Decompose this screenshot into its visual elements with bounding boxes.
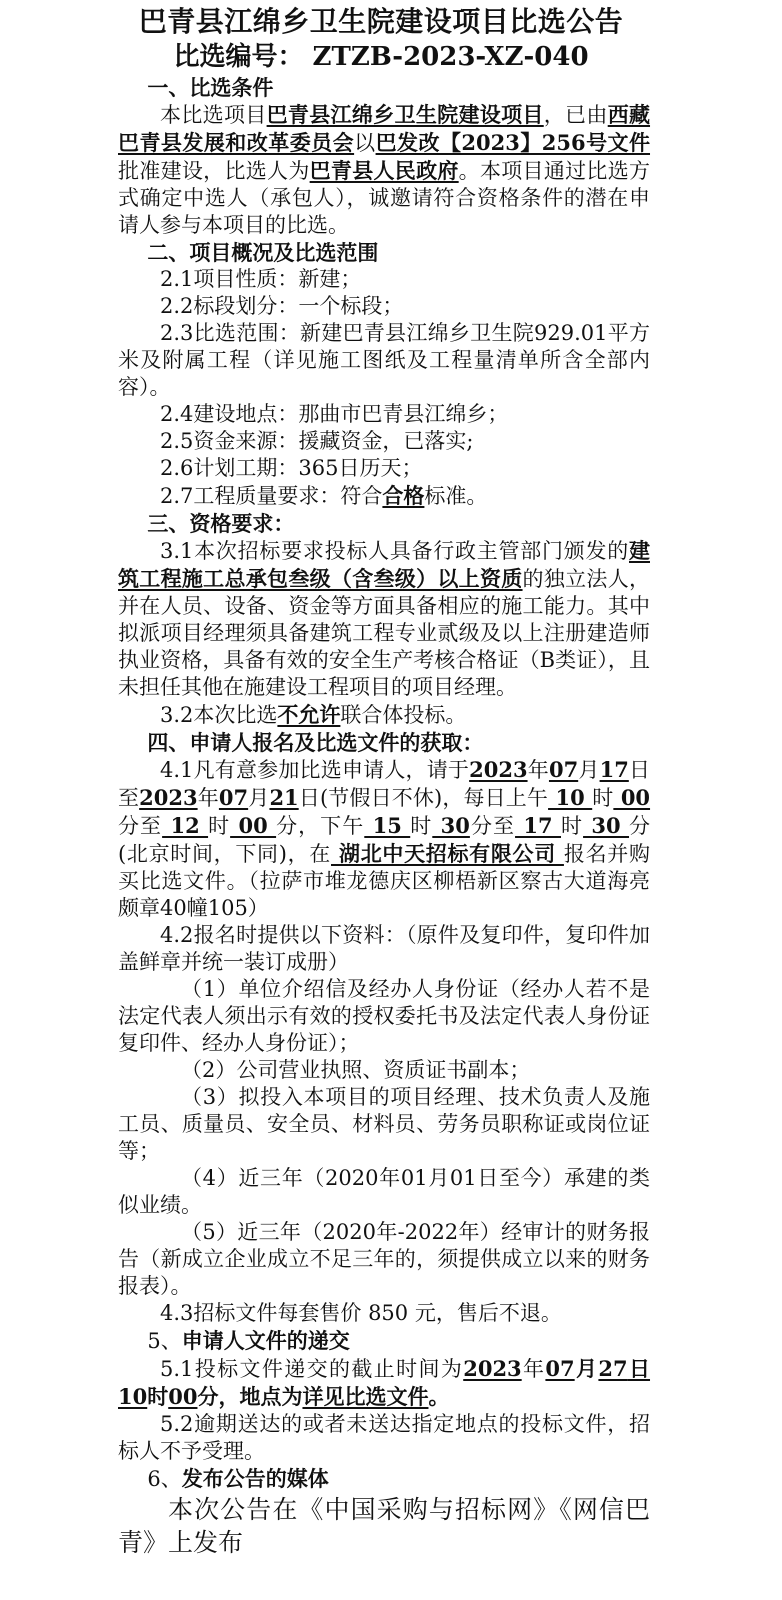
quality-text-a: 2.7工程质量要求：符合 [160,484,383,508]
hour-char-4: 时 [561,814,584,838]
document-list-item-5: （5）近三年（2020年-2022年）经审计的财务报告（新成立企业成立不足三年的，须提供成立以来的财务报表）。 [118,1220,650,1298]
page-title: 巴青县江绵乡卫生院建设项目比选公告 [138,5,624,38]
s1-approver: 西藏巴青县发展和改革委员会 [118,102,651,155]
reg-day-char-2: 日(节假日不休)，每日上午 [298,786,549,810]
section-5-heading [118,1327,650,1355]
sub-text-a: 5.1投标文件递交的截止时间为 [160,1357,464,1381]
document-list-item-1: （1）单位介绍信及经办人身份证（经办人若不是法定代表人须出示有效的授权委托书及法定代表人身份证复印件、经办人身份证）； [118,977,650,1055]
reg-year-char-1: 年 [527,758,549,782]
q1-qualification-level: 建筑工程施工总承包叁级（含叁级）以上资质 [118,538,650,591]
tender-number-value: ZTZB-2023-XZ-040 [312,42,589,72]
hour-char-3: 时 [410,814,433,838]
document-list-item-2: （2）公司营业执照、资质证书副本； [181,1058,531,1082]
am-end-minute: 00 [230,813,277,838]
section-6-title: 发布公告的媒体 [181,1466,329,1491]
reg-start-month: 07 [548,757,579,782]
q2-consortium: 不允许 [277,702,341,727]
s1-project-name: 巴青县江绵乡卫生院建设项目 [266,102,544,127]
s1-owner: 巴青县人民政府 [309,158,459,183]
quality-text-b: 标准。 [424,484,488,508]
document-price: 4.3招标文件每套售价 850 元，售后不退。 [160,1301,562,1325]
hour-char-1: 时 [592,786,614,810]
section-6-heading [118,1465,650,1493]
reg-year-char-2: 年 [197,786,219,810]
reg-text-a: 4.1凡有意参加比选申请人，请于 [160,758,470,782]
section-2-heading: 二、项目概况及比选范围 [147,240,379,265]
am-start-hour: 10 [548,785,593,810]
funding-source: 2.5资金来源：援藏资金，已落实; [160,429,474,453]
reg-month-char-1: 月 [578,758,600,782]
deadline-year: 2023 [463,1356,522,1381]
pm-end-hour: 17 [515,813,561,838]
q2-text-a: 3.2本次比选 [160,703,278,727]
minute-char-1: 分至 [118,814,163,838]
pm-end-minute: 30 [583,813,630,838]
agency-name: 湖北中天招标有限公司 [331,841,564,866]
tender-number-label: 比选编号： [173,42,304,72]
publication-media: 本次公告在《中国采购与招标网》《网信巴青》上发布 [118,1495,650,1557]
registration-4-2: 4.2报名时提供以下资料：（原件及复印件，复印件加盖鲜章并统一装订成册） [118,923,650,974]
reg-start-day: 17 [599,757,629,782]
s1-text-3: 以 [354,131,376,155]
pm-start-minute: 30 [432,813,470,838]
minute-char-2: 分，下午 [276,814,365,838]
s1-text-5: 。本项目通过比选方式确定中选人（承包人），诚邀请符合资格条件的潜在申请人参与本项目的比选。 [118,159,651,237]
am-end-hour: 12 [162,813,209,838]
s1-text-4: 批准建设，比选人为 [118,159,310,183]
s1-text-1: 本比选项目 [160,103,267,127]
project-nature: 2.1项目性质：新建； [160,267,362,291]
reg-end-month: 07 [218,785,249,810]
quality-requirement [118,482,650,510]
deadline-day: 27 [598,1356,628,1381]
reg-start-year: 2023 [469,757,528,782]
document-list-item-3: （3）拟投入本项目的项目经理、技术负责人及施工员、质量员、安全员、材料员、劳务员职称证或岗位证等； [118,1085,650,1163]
section-1-heading: 一、比选条件 [147,75,274,100]
s1-document-number: 巴发改【2023】256号文件 [375,130,651,155]
deadline-hour: 10 [118,1384,148,1409]
reg-end-year: 2023 [139,785,198,810]
registration-4-1 [118,756,650,922]
section-6-number: 6、 [147,1467,182,1491]
section-5-title: 申请人文件的递交 [181,1328,350,1353]
deadline-minute-char: 分，地点为 [197,1384,303,1409]
quality-standard: 合格 [382,483,425,508]
section-3-heading: 三、资格要求： [147,511,295,536]
hour-char-2: 时 [208,814,231,838]
reg-month-char-2: 月 [248,786,270,810]
deadline-hour-char: 时 [147,1384,169,1409]
section-4-heading: 四、申请人报名及比选文件的获取： [147,730,484,755]
submission-5-2: 5.2逾期送达的或者未送达指定地点的投标文件，招标人不予受理。 [118,1412,650,1463]
q1-text-b: 的独立法人，并在人员、设备、资金等方面具备相应的施工能力。其中拟派项目经理须具备建筑工程专业贰级及以上注册建造师执业资格，具备有效的安全生产考核合格证（B类证），且未担任其他在施建设工程项目的项目经理。 [118,567,651,699]
pm-start-hour: 15 [364,813,411,838]
q1-text-a: 3.1本次招标要求投标人具备行政主管部门颁发的 [160,539,629,563]
qualification-3-1 [118,537,650,701]
notice-body [118,74,650,1559]
submission-place: 详见比选文件 [302,1384,429,1409]
qualification-3-2 [118,701,650,729]
minute-char-4: 分(北京时间，下同)，在 [118,814,651,866]
construction-site: 2.4建设地点：那曲市巴青县江绵乡； [160,402,509,426]
sub-text-end: 。 [428,1384,450,1409]
document-list-item-4: （4）近三年（2020年01月01日至今）承建的类似业绩。 [118,1166,650,1217]
am-start-minute: 00 [613,785,651,810]
minute-char-3: 分至 [469,814,516,838]
deadline-day-char: 日 [627,1356,651,1381]
deadline-month-char: 月 [574,1356,599,1381]
q2-text-b: 联合体投标。 [340,703,467,727]
lot-division: 2.2标段划分：一个标段； [160,294,404,318]
reg-day-char-1: 日至 [118,758,651,810]
submission-5-1 [118,1355,650,1411]
s1-text-2: ，已由 [543,103,608,127]
deadline-month: 07 [545,1356,575,1381]
section-5-number: 5、 [147,1329,182,1353]
reg-end-day: 21 [269,785,299,810]
deadline-year-char: 年 [521,1357,546,1381]
reg-text-tail: 报名并购买比选文件。（拉萨市堆龙德庆区柳梧新区察古大道海亮颇章40幢105） [118,842,650,920]
tender-number [112,40,650,74]
deadline-minute: 00 [168,1384,198,1409]
construction-period: 2.6计划工期：365日历天； [160,456,423,480]
section-1-paragraph [118,101,650,239]
selection-scope: 2.3比选范围：新建巴青县江绵乡卫生院929.01平方米及附属工程（详见施工图纸及工程量清单所含全部内容）。 [118,321,650,399]
